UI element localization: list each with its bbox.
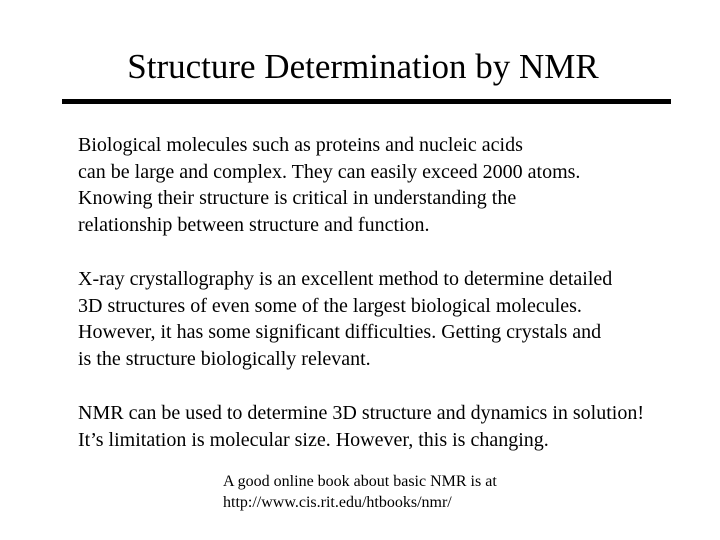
paragraph-line: Knowing their structure is critical in understanding the bbox=[78, 187, 517, 209]
paragraph-line: However, it has some significant difficulties. Getting crystals and bbox=[78, 321, 602, 343]
paragraph-line: Biological molecules such as proteins and nucleic acids bbox=[78, 134, 523, 156]
footnote bbox=[223, 472, 497, 513]
paragraph-xray-crystallography bbox=[78, 266, 612, 372]
slide-title: Structure Determination by NMR bbox=[127, 47, 599, 86]
footnote-line: A good online book about basic NMR is at bbox=[223, 473, 497, 490]
paragraph-line: X-ray crystallography is an excellent method to determine detailed bbox=[78, 268, 613, 290]
paragraph-line: NMR can be used to determine 3D structure and dynamics in solution! bbox=[78, 402, 644, 424]
title-underline bbox=[62, 99, 671, 104]
paragraph-line: relationship between structure and function. bbox=[78, 213, 430, 236]
paragraph-nmr bbox=[78, 400, 644, 453]
paragraph-biological-molecules bbox=[78, 132, 580, 238]
paragraph-line: can be large and complex. They can easily exceed 2000 atoms. bbox=[78, 160, 581, 183]
footnote-url: http://www.cis.rit.edu/htbooks/nmr/ bbox=[223, 493, 452, 511]
paragraph-line: 3D structures of even some of the largest biological molecules. bbox=[78, 294, 582, 317]
paragraph-line: is the structure biologically relevant. bbox=[78, 347, 371, 370]
paragraph-line: It’s limitation is molecular size. However, this is changing. bbox=[78, 428, 549, 451]
